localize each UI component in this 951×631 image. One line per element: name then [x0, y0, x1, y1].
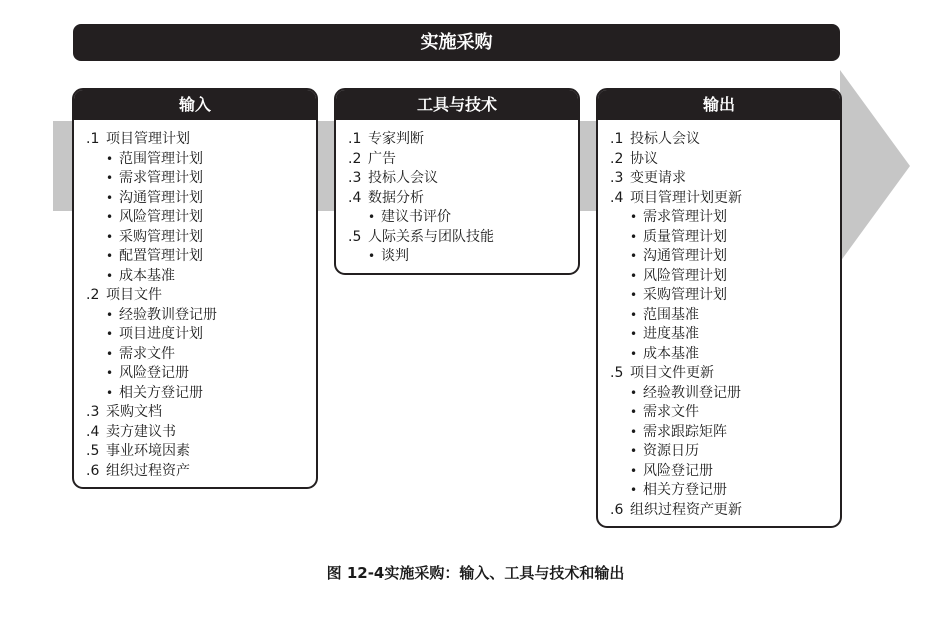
list-subitem [86, 150, 316, 170]
subitem-label: 需求管理计划 [119, 170, 203, 186]
item-label: 投标人会议 [368, 170, 438, 186]
list-item [610, 501, 840, 521]
item-number: .4 [348, 189, 362, 206]
subitem-label: 成本基准 [119, 267, 175, 284]
list-subitem [348, 208, 578, 228]
process-title-banner [73, 24, 840, 61]
subitem-label: 相关方登记册 [643, 482, 727, 498]
list-subitem [86, 306, 316, 326]
subitem-label: 范围基准 [643, 306, 699, 323]
item-number: .2 [86, 287, 100, 303]
list-item [610, 189, 840, 209]
list-subitem [610, 306, 840, 326]
item-number: .2 [610, 150, 624, 167]
list-item [348, 228, 578, 248]
item-number: .3 [610, 170, 624, 186]
subitem-label: 沟通管理计划 [119, 189, 203, 206]
subitem-label: 需求文件 [643, 404, 699, 420]
list-subitem [86, 325, 316, 345]
tools-panel [334, 88, 580, 275]
list-item [86, 130, 316, 150]
item-number: .3 [86, 404, 100, 420]
list-item [86, 462, 316, 482]
item-label: 人际关系与团队技能 [368, 228, 494, 245]
list-item [610, 130, 840, 150]
list-subitem [86, 228, 316, 248]
subitem-label: 需求文件 [119, 345, 175, 362]
list-subitem [610, 384, 840, 404]
item-number: .3 [348, 170, 362, 186]
list-subitem [610, 267, 840, 287]
subitem-label: 进度基准 [643, 326, 699, 342]
list-subitem [348, 247, 578, 267]
item-label: 项目管理计划 [106, 131, 190, 147]
subitem-label: 风险管理计划 [119, 209, 203, 225]
item-label: 数据分析 [368, 189, 424, 206]
inputs-panel [72, 88, 318, 489]
list-subitem [610, 325, 840, 345]
subitem-label: 资源日历 [643, 443, 699, 459]
subitem-label: 沟通管理计划 [643, 248, 727, 264]
list-item [86, 403, 316, 423]
item-label: 项目管理计划更新 [630, 189, 742, 206]
subitem-label: 建议书评价 [381, 209, 451, 225]
outputs-list [598, 120, 840, 520]
subitem-label: 风险管理计划 [643, 267, 727, 284]
item-label: 卖方建议书 [106, 423, 176, 440]
item-label: 组织过程资产 [106, 462, 190, 479]
subitem-label: 范围管理计划 [119, 150, 203, 167]
list-subitem [610, 345, 840, 365]
list-subitem [610, 442, 840, 462]
item-number: .5 [610, 365, 624, 381]
item-label: 投标人会议 [630, 131, 700, 147]
subitem-label: 风险登记册 [119, 365, 189, 381]
list-subitem [86, 345, 316, 365]
list-subitem [86, 267, 316, 287]
inputs-header: 输入 [74, 90, 316, 120]
list-subitem [610, 286, 840, 306]
list-subitem [86, 189, 316, 209]
list-subitem [610, 481, 840, 501]
process-title: 实施采购 [420, 32, 493, 53]
list-item [348, 150, 578, 170]
subitem-label: 项目进度计划 [119, 326, 203, 342]
subitem-label: 需求跟踪矩阵 [643, 423, 727, 440]
list-item [348, 189, 578, 209]
list-subitem [610, 247, 840, 267]
figure-caption: 图 12-4实施采购：输入、工具与技术和输出 [326, 564, 625, 582]
item-label: 广告 [368, 150, 396, 167]
subitem-label: 采购管理计划 [643, 287, 727, 303]
item-number: .1 [86, 131, 100, 147]
item-number: .5 [348, 228, 362, 245]
list-subitem [610, 423, 840, 443]
list-subitem [86, 169, 316, 189]
subitem-label: 经验教训登记册 [643, 384, 741, 401]
item-label: 组织过程资产更新 [630, 501, 742, 518]
list-item [610, 150, 840, 170]
list-subitem [610, 462, 840, 482]
subitem-label: 成本基准 [643, 345, 699, 362]
item-label: 项目文件更新 [630, 365, 714, 381]
outputs-header: 输出 [598, 90, 840, 120]
item-label: 变更请求 [630, 170, 686, 186]
tools-header: 工具与技术 [336, 90, 578, 120]
subitem-label: 质量管理计划 [643, 228, 727, 245]
item-number: .5 [86, 443, 100, 459]
list-item [348, 130, 578, 150]
item-label: 采购文档 [106, 404, 162, 420]
list-item [86, 286, 316, 306]
item-label: 项目文件 [106, 287, 162, 303]
item-label: 专家判断 [368, 131, 424, 147]
list-item [610, 169, 840, 189]
item-number: .2 [348, 150, 362, 167]
item-number: .4 [86, 423, 100, 440]
subitem-label: 配置管理计划 [119, 248, 203, 264]
list-subitem [610, 403, 840, 423]
item-number: .6 [610, 501, 624, 518]
outputs-panel [596, 88, 842, 528]
tools-list [336, 120, 578, 267]
list-item [86, 423, 316, 443]
list-subitem [86, 364, 316, 384]
list-subitem [86, 208, 316, 228]
list-subitem [86, 247, 316, 267]
inputs-list [74, 120, 316, 481]
list-item [610, 364, 840, 384]
list-subitem [610, 228, 840, 248]
subitem-label: 谈判 [381, 248, 409, 264]
item-label: 协议 [630, 150, 658, 167]
item-number: .1 [610, 131, 624, 147]
subitem-label: 风险登记册 [643, 462, 713, 479]
list-subitem [86, 384, 316, 404]
subitem-label: 需求管理计划 [643, 209, 727, 225]
subitem-label: 采购管理计划 [119, 228, 203, 245]
item-number: .1 [348, 131, 362, 147]
item-number: .6 [86, 462, 100, 479]
item-number: .4 [610, 189, 624, 206]
list-subitem [610, 208, 840, 228]
subitem-label: 经验教训登记册 [119, 306, 217, 323]
subitem-label: 相关方登记册 [119, 384, 203, 401]
item-label: 事业环境因素 [106, 443, 190, 459]
list-item [348, 169, 578, 189]
list-item [86, 442, 316, 462]
